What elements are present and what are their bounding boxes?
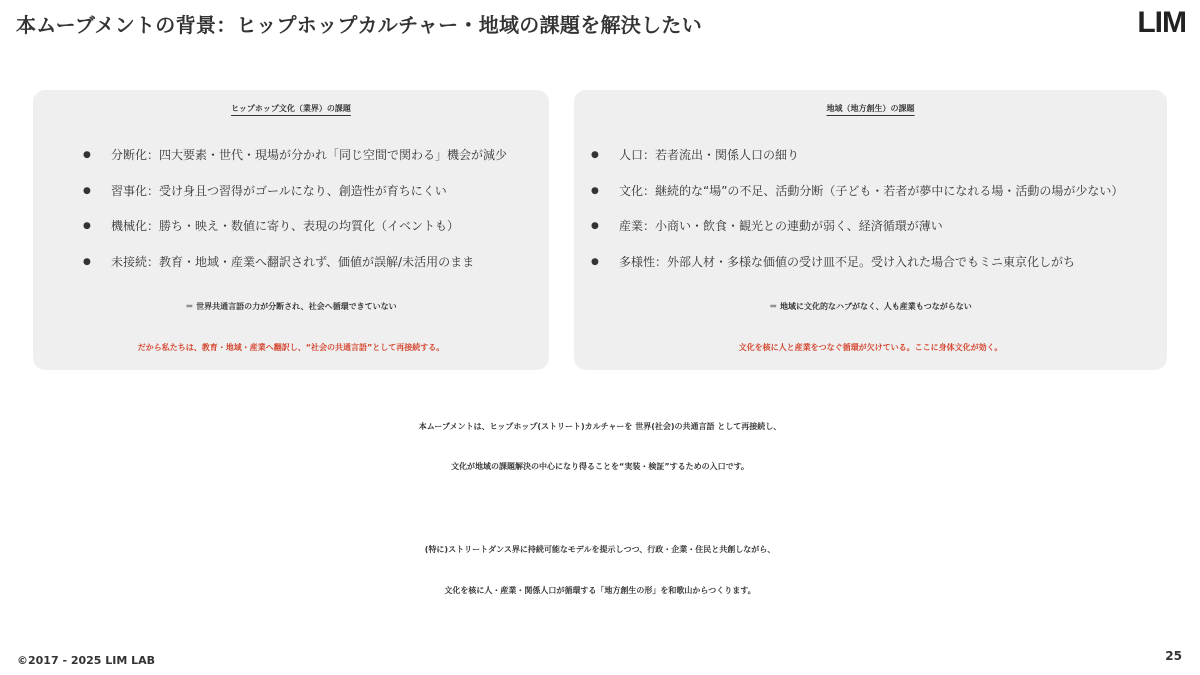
hiphop-issues-card [33,90,549,370]
slide-title: 本ムーブメントの背景：ヒップホップカルチャー・地域の課題を解決したい [16,13,702,37]
card-heading-text: ヒップホップ文化（業界）の課題 [231,104,351,113]
list-item-text: 習事化：受け身且つ習得がゴールになり、創造性が育ちにくい [111,183,447,198]
bullet-icon: ● [83,221,91,231]
list-item-text: 分断化：四大要素・世代・現場が分かれ「同じ空間で関わる」機会が減少 [111,148,508,162]
list-item-text: 産業：小商い・飲食・観光との連動が弱く、経済循環が薄い [619,219,943,233]
body-text-line: (特に)ストリートダンス界に持続可能なモデルを提示しつつ、行政・企業・住民と共創しながら、 [424,545,776,554]
card-note: だから私たちは、教育・地域・産業へ翻訳し、“社会の共通言語”として再接続する。 [137,343,445,352]
bullet-icon: ● [591,185,599,196]
list-item-text: 文化：継続的な“場”の不足、活動分断（子ども・若者が夢中になれる場・活動の場が少ない） [619,183,1124,198]
body-text-line: 本ムーブメントは、ヒップホップ(ストリート)カルチャーを 世界(社会)の共通言語 として再接続し、 [418,422,782,431]
card-conclusion: ＝ 地域に文化的なハブがなく、人も産業もつながらない [769,302,972,311]
card-conclusion: ＝ 世界共通言語の力が分断され、社会へ循環できていない [185,302,397,311]
card-heading [574,103,1167,114]
bullet-icon: ● [83,185,91,196]
card-heading-text: 地域（地方創生）の課題 [826,104,915,113]
regional-issues-card [574,90,1167,370]
body-text-line: 文化を核に人・産業・関係人口が循環する「地方創生の形」を和歌山からつくります。 [444,586,756,595]
list-item-text: 人口：若者流出・関係人口の細り [619,148,800,162]
card-note: 文化を核に人と産業をつなぐ循環が欠けている。ここに身体文化が効く。 [738,343,1003,352]
page-number: 25 [1165,649,1182,663]
list-item-text: 多様性：外部人材・多様な価値の受け皿不足。受け入れた場合でもミニ東京化しがち [619,254,1076,269]
list-item-text: 機械化：勝ち・映え・数値に寄り、表現の均質化（イベントも） [111,219,460,233]
bullet-icon: ● [591,221,599,231]
bullet-icon: ● [83,256,91,267]
list-item-text: 未接続：教育・地域・産業へ翻訳されず、価値が誤解/未活用のまま [111,254,475,269]
copyright: ©2017 - 2025 LIM LAB [17,654,156,667]
card-heading [33,103,549,114]
lim-logo: LIM [1137,6,1186,39]
bullet-icon: ● [591,256,599,267]
bullet-icon: ● [83,150,91,160]
body-text-line: 文化が地域の課題解決の中心になり得ることを“実装・検証”するための入口です。 [451,462,749,471]
bullet-icon: ● [591,150,599,160]
